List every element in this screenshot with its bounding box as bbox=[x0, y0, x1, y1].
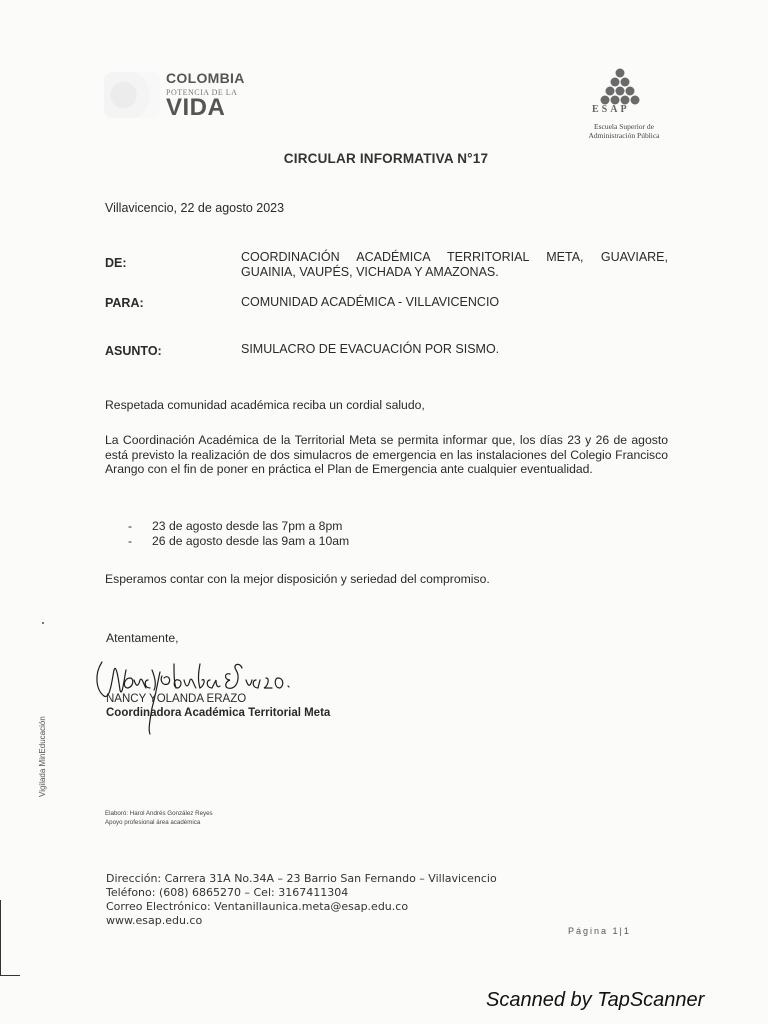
asunto-label: ASUNTO: bbox=[105, 344, 162, 358]
list-bullet: - bbox=[128, 534, 133, 548]
closing-paragraph: Esperamos contar con la mejor disposición y seriedad del compromiso. bbox=[105, 572, 490, 586]
de-value: COORDINACIÓN ACADÉMICA TERRITORIAL META, GUAVIARE, GUAINIA, VAUPÉS, VICHADA Y AMAZONAS. bbox=[241, 250, 668, 279]
apoyo-text: Apoyo profesional área académica bbox=[105, 819, 201, 826]
scan-edge-line bbox=[0, 900, 1, 976]
scan-edge-line bbox=[0, 975, 20, 976]
body-paragraph: La Coordinación Académica de la Territorial Meta se permita informar que, los días 23 y 26 de agosto está previsto la realización de dos simulacros de emergencia en las instalaciones del Colegio Francisco Arango con el fin de poner en práctica el Plan de Emergencia ante cualquier eventualidad. bbox=[105, 433, 668, 476]
logo-line-3: VIDA bbox=[166, 94, 226, 121]
page-title: CIRCULAR INFORMATIVA N°17 bbox=[283, 151, 489, 166]
esap-caption-2: Administración Pública bbox=[588, 131, 660, 140]
logo-line-2: POTENCIA DE LA bbox=[166, 88, 238, 97]
closing: Atentamente, bbox=[106, 631, 179, 645]
scanner-watermark: Scanned by TapScanner bbox=[486, 989, 705, 1011]
scan-mark bbox=[42, 622, 44, 624]
signer-name: NANCY YOLANDA ERAZO bbox=[106, 693, 247, 705]
para-label: PARA: bbox=[105, 296, 144, 310]
footer-phone: Teléfono: (608) 6865270 – Cel: 3167411304 bbox=[106, 886, 349, 899]
signer-role: Coordinadora Académica Territorial Meta bbox=[106, 707, 331, 719]
elaboro-text: Elaboró: Harol Andrés González Reyes bbox=[105, 810, 213, 817]
logo-line-1: COLOMBIA bbox=[166, 70, 245, 86]
footer-address: Dirección: Carrera 31A No.34A – 23 Barrio San Fernando – Villavicencio bbox=[106, 872, 497, 885]
colombia-vida-logo bbox=[104, 70, 264, 122]
footer-website: www.esap.edu.co bbox=[106, 914, 203, 927]
vigilada-text: Vigilada MinEducación bbox=[38, 716, 47, 797]
asunto-value: SIMULACRO DE EVACUACIÓN POR SISMO. bbox=[241, 342, 500, 356]
de-label: DE: bbox=[105, 256, 127, 270]
para-value: COMUNIDAD ACADÉMICA - VILLAVICENCIO bbox=[241, 295, 500, 309]
footer-email: Correo Electrónico: Ventanillaunica.meta@esap.edu.co bbox=[106, 900, 409, 913]
list-item bbox=[128, 534, 349, 549]
dates-list bbox=[128, 519, 349, 549]
document-date: Villavicencio, 22 de agosto 2023 bbox=[105, 201, 285, 215]
list-item bbox=[128, 519, 349, 534]
esap-brand-text: ESAP bbox=[592, 104, 630, 115]
greeting: Respetada comunidad académica reciba un cordial saludo, bbox=[105, 398, 425, 412]
esap-caption-1: Escuela Superior de bbox=[594, 122, 654, 131]
list-bullet: - bbox=[128, 519, 133, 533]
logo-emblem-icon bbox=[104, 72, 160, 118]
list-item-text: 26 de agosto desde las 9am a 10am bbox=[152, 534, 350, 548]
esap-logo bbox=[572, 66, 676, 144]
esap-dots-icon bbox=[572, 66, 676, 106]
page-number: Página 1|1 bbox=[568, 926, 631, 936]
list-item-text: 23 de agosto desde las 7pm a 8pm bbox=[152, 519, 343, 533]
